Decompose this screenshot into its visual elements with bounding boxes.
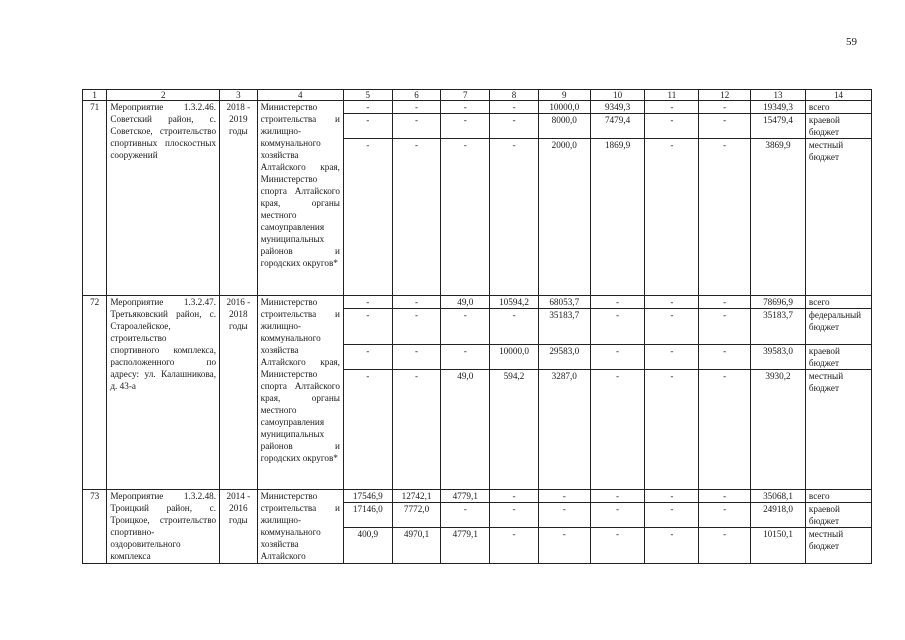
amount-cell: - bbox=[538, 528, 590, 564]
col-header: 7 bbox=[441, 90, 490, 101]
col-header: 8 bbox=[490, 90, 539, 101]
amount-cell: 2000,0 bbox=[538, 139, 590, 296]
amount-cell: - bbox=[645, 296, 699, 309]
col-header: 6 bbox=[392, 90, 441, 101]
amount-cell: - bbox=[343, 101, 392, 114]
col-header: 10 bbox=[590, 90, 645, 101]
amount-cell: 4779,1 bbox=[441, 490, 490, 503]
amount-cell: - bbox=[441, 503, 490, 528]
amount-cell: 17146,0 bbox=[343, 503, 392, 528]
page-number: 59 bbox=[846, 36, 857, 48]
amount-cell: - bbox=[490, 139, 539, 296]
amount-cell: - bbox=[538, 490, 590, 503]
amount-cell: - bbox=[441, 309, 490, 345]
amount-cell: 400,9 bbox=[343, 528, 392, 564]
amount-cell: - bbox=[490, 114, 539, 139]
funding-source: местный бюджет bbox=[805, 139, 871, 296]
amount-cell: - bbox=[699, 370, 751, 490]
amount-cell: - bbox=[392, 309, 441, 345]
amount-cell: 78696,9 bbox=[751, 296, 806, 309]
amount-cell: 594,2 bbox=[490, 370, 539, 490]
amount-cell: 19349,3 bbox=[751, 101, 806, 114]
amount-cell: - bbox=[490, 528, 539, 564]
amount-cell: 1869,9 bbox=[590, 139, 645, 296]
amount-cell: - bbox=[490, 490, 539, 503]
amount-cell: - bbox=[590, 345, 645, 370]
table-row bbox=[83, 490, 872, 503]
responsible-org: Министерство строительства и жилищно-коммунального хозяйства Алтайского края, Министерство спорта Алтайского края, органы местного самоуправления муниципальных районов и городских округов* bbox=[257, 296, 343, 490]
amount-cell: 68053,7 bbox=[538, 296, 590, 309]
amount-cell: - bbox=[645, 490, 699, 503]
amount-cell: - bbox=[343, 345, 392, 370]
responsible-org: Министерство строительства и жилищно-коммунального хозяйства Алтайского bbox=[257, 490, 343, 564]
amount-cell: 9349,3 bbox=[590, 101, 645, 114]
amount-cell: - bbox=[699, 101, 751, 114]
row-number: 73 bbox=[83, 490, 107, 564]
amount-cell: - bbox=[590, 370, 645, 490]
amount-cell: - bbox=[441, 101, 490, 114]
years: 2018 - 2019 годы bbox=[220, 101, 258, 296]
amount-cell: 10594,2 bbox=[490, 296, 539, 309]
amount-cell: 4970,1 bbox=[392, 528, 441, 564]
col-header: 2 bbox=[107, 90, 220, 101]
years: 2014 - 2016 годы bbox=[220, 490, 258, 564]
funding-source: всего bbox=[805, 490, 871, 503]
amount-cell: - bbox=[343, 139, 392, 296]
amount-cell: - bbox=[645, 139, 699, 296]
amount-cell: - bbox=[392, 114, 441, 139]
header-row bbox=[83, 90, 872, 101]
row-number: 72 bbox=[83, 296, 107, 490]
amount-cell: - bbox=[538, 503, 590, 528]
amount-cell: 4779,1 bbox=[441, 528, 490, 564]
funding-source: местный бюджет bbox=[805, 528, 871, 564]
amount-cell: - bbox=[645, 101, 699, 114]
measure-description: Мероприятие 1.3.2.46. Советский район, с. Советское, строительство спортивных плоскостных сооружений bbox=[107, 101, 220, 296]
amount-cell: - bbox=[392, 101, 441, 114]
amount-cell: - bbox=[441, 114, 490, 139]
amount-cell: 29583,0 bbox=[538, 345, 590, 370]
amount-cell: - bbox=[645, 309, 699, 345]
amount-cell: - bbox=[699, 139, 751, 296]
amount-cell: - bbox=[699, 296, 751, 309]
amount-cell: - bbox=[343, 114, 392, 139]
amount-cell: - bbox=[490, 309, 539, 345]
amount-cell: 15479,4 bbox=[751, 114, 806, 139]
amount-cell: - bbox=[392, 345, 441, 370]
amount-cell: - bbox=[699, 114, 751, 139]
amount-cell: - bbox=[699, 503, 751, 528]
amount-cell: 7772,0 bbox=[392, 503, 441, 528]
amount-cell: - bbox=[699, 490, 751, 503]
amount-cell: - bbox=[590, 296, 645, 309]
funding-source: краевой бюджет bbox=[805, 114, 871, 139]
table-row bbox=[83, 101, 872, 114]
col-header: 3 bbox=[220, 90, 258, 101]
amount-cell: - bbox=[645, 345, 699, 370]
amount-cell: - bbox=[699, 528, 751, 564]
amount-cell: - bbox=[392, 296, 441, 309]
measure-description: Мероприятие 1.3.2.48. Троицкий район, с. Троицкое, строительство спортивно-оздоровительного комплекса bbox=[107, 490, 220, 564]
amount-cell: - bbox=[590, 490, 645, 503]
years: 2016 - 2018 годы bbox=[220, 296, 258, 490]
amount-cell: - bbox=[590, 503, 645, 528]
col-header: 1 bbox=[83, 90, 107, 101]
amount-cell: 7479,4 bbox=[590, 114, 645, 139]
amount-cell: 49,0 bbox=[441, 296, 490, 309]
funding-source: федеральный бюджет bbox=[805, 309, 871, 345]
budget-table bbox=[82, 89, 872, 564]
amount-cell: - bbox=[699, 309, 751, 345]
col-header: 5 bbox=[343, 90, 392, 101]
amount-cell: - bbox=[441, 345, 490, 370]
row-number: 71 bbox=[83, 101, 107, 296]
amount-cell: 12742,1 bbox=[392, 490, 441, 503]
amount-cell: - bbox=[699, 345, 751, 370]
funding-source: краевой бюджет bbox=[805, 503, 871, 528]
amount-cell: 35183,7 bbox=[751, 309, 806, 345]
funding-source: всего bbox=[805, 296, 871, 309]
amount-cell: 10000,0 bbox=[538, 101, 590, 114]
amount-cell: - bbox=[392, 370, 441, 490]
amount-cell: 39583,0 bbox=[751, 345, 806, 370]
amount-cell: 3869,9 bbox=[751, 139, 806, 296]
funding-source: всего bbox=[805, 101, 871, 114]
amount-cell: - bbox=[590, 528, 645, 564]
amount-cell: 24918,0 bbox=[751, 503, 806, 528]
responsible-org: Министерство строительства и жилищно-коммунального хозяйства Алтайского края, Министерство спорта Алтайского края, органы местного самоуправления муниципальных районов и городских округов* bbox=[257, 101, 343, 296]
amount-cell: - bbox=[645, 114, 699, 139]
funding-source: местный бюджет bbox=[805, 370, 871, 490]
amount-cell: 10000,0 bbox=[490, 345, 539, 370]
col-header: 12 bbox=[699, 90, 751, 101]
amount-cell: - bbox=[645, 370, 699, 490]
col-header: 9 bbox=[538, 90, 590, 101]
amount-cell: - bbox=[343, 296, 392, 309]
amount-cell: - bbox=[645, 528, 699, 564]
funding-source: краевой бюджет bbox=[805, 345, 871, 370]
amount-cell: - bbox=[392, 139, 441, 296]
amount-cell: 8000,0 bbox=[538, 114, 590, 139]
amount-cell: 10150,1 bbox=[751, 528, 806, 564]
amount-cell: - bbox=[490, 101, 539, 114]
amount-cell: 17546,9 bbox=[343, 490, 392, 503]
amount-cell: - bbox=[343, 309, 392, 345]
amount-cell: 35068,1 bbox=[751, 490, 806, 503]
amount-cell: - bbox=[645, 503, 699, 528]
amount-cell: - bbox=[590, 309, 645, 345]
amount-cell: - bbox=[343, 370, 392, 490]
col-header: 13 bbox=[751, 90, 806, 101]
amount-cell: 3930,2 bbox=[751, 370, 806, 490]
amount-cell: - bbox=[441, 139, 490, 296]
col-header: 11 bbox=[645, 90, 699, 101]
col-header: 4 bbox=[257, 90, 343, 101]
amount-cell: - bbox=[490, 503, 539, 528]
table-row bbox=[83, 296, 872, 309]
col-header: 14 bbox=[805, 90, 871, 101]
measure-description: Мероприятие 1.3.2.47. Третьяковский район, с. Староалейское, строительство спортивного комплекса, расположенного по адресу: ул. Калашникова, д. 43-а bbox=[107, 296, 220, 490]
amount-cell: 49,0 bbox=[441, 370, 490, 490]
amount-cell: 3287,0 bbox=[538, 370, 590, 490]
amount-cell: 35183,7 bbox=[538, 309, 590, 345]
